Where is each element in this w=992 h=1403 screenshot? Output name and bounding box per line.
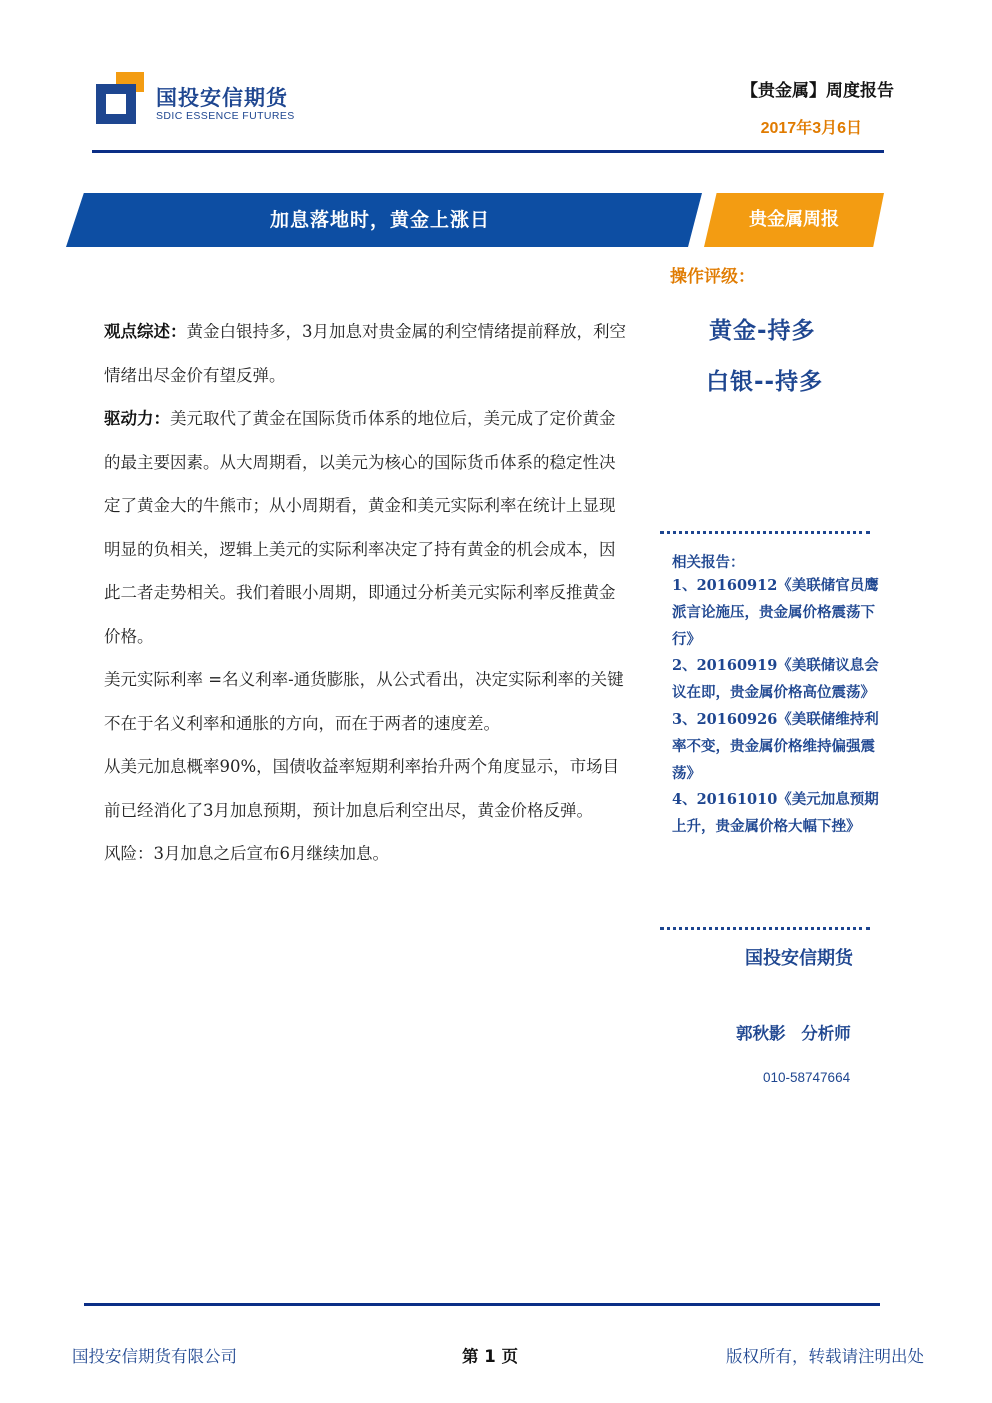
formula-paragraph: 美元实际利率 =名义利率-通货膨胀，从公式看出，决定实际利率的关键不在于名义利率和通胀的方向，而在于两者的速度差。 <box>104 670 624 733</box>
logo-chinese-name: 国投安信期货 <box>156 86 288 110</box>
footer-copyright: 版权所有，转载请注明出处 <box>726 1347 924 1366</box>
driver-label: 驱动力： <box>104 409 170 428</box>
logo-mark-icon <box>96 72 148 124</box>
rating-title: 操作评级： <box>670 267 755 287</box>
analyst-phone: 010-58747664 <box>763 1070 851 1085</box>
analyst-name: 郭秋影 分析师 <box>736 1024 851 1043</box>
rating-gold: 黄金-持多 <box>709 318 816 344</box>
related-reports-list <box>672 573 882 841</box>
risk-paragraph: 风险：3月加息之后宣布6月继续加息。 <box>104 844 389 863</box>
view-text: 黄金白银持多，3月加息对贵金属的利空情绪提前释放，利空情绪出尽金价有望反弹。 <box>104 322 626 385</box>
related-report-item[interactable]: 3、20160926《美联储维持利率不变，贵金属价格维持偏强震荡》 <box>672 710 879 782</box>
driver-text: 美元取代了黄金在国际货币体系的地位后，美元成了定价黄金的最主要因素。从大周期看，以美元为核心的国际货币体系的稳定性决定了黄金大的牛熊市；从小周期看，黄金和美元实际利率在统计上显现明显的负相关，逻辑上美元的实际利率决定了持有黄金的机会成本，因此二者走势相关。我们着眼小周期，即通过分析美元实际利率反推黄金价格。 <box>104 409 616 646</box>
firm-name: 国投安信期货 <box>745 948 853 969</box>
header-divider <box>92 150 884 153</box>
sidebar-divider-bottom <box>660 927 870 930</box>
report-date: 2017年3月6日 <box>760 120 862 137</box>
rating-silver: 白银--持多 <box>706 369 824 395</box>
logo-english-name: SDIC ESSENCE FUTURES <box>156 110 295 122</box>
related-reports-title: 相关报告： <box>672 555 745 571</box>
related-report-item[interactable]: 2、20160919《美联储议息会议在即，贵金属价格高位震荡》 <box>672 657 879 702</box>
report-type: 【贵金属】周度报告 <box>741 81 894 101</box>
page-number: 第 1 页 <box>462 1347 518 1366</box>
related-report-item[interactable]: 4、20161010《美元加息预期上升，贵金属价格大幅下挫》 <box>672 791 879 836</box>
footer-divider <box>84 1303 880 1306</box>
report-title: 加息落地时，黄金上涨日 <box>269 209 490 231</box>
sidebar-divider-top <box>660 531 870 534</box>
view-label: 观点综述： <box>104 322 187 341</box>
company-logo <box>96 72 311 128</box>
driver-paragraph <box>104 397 628 658</box>
category-label: 贵金属周报 <box>749 209 839 230</box>
related-report-item[interactable]: 1、20160912《美联储官员鹰派言论施压，贵金属价格震荡下行》 <box>672 577 879 648</box>
footer-company: 国投安信期货有限公司 <box>72 1347 237 1366</box>
outlook-paragraph: 从美元加息概率90%，国债收益率短期利率抬升两个角度显示，市场目前已经消化了3月加息预期，预计加息后利空出尽，黄金价格反弹。 <box>104 757 620 820</box>
main-content <box>104 310 628 876</box>
view-paragraph <box>104 310 628 397</box>
